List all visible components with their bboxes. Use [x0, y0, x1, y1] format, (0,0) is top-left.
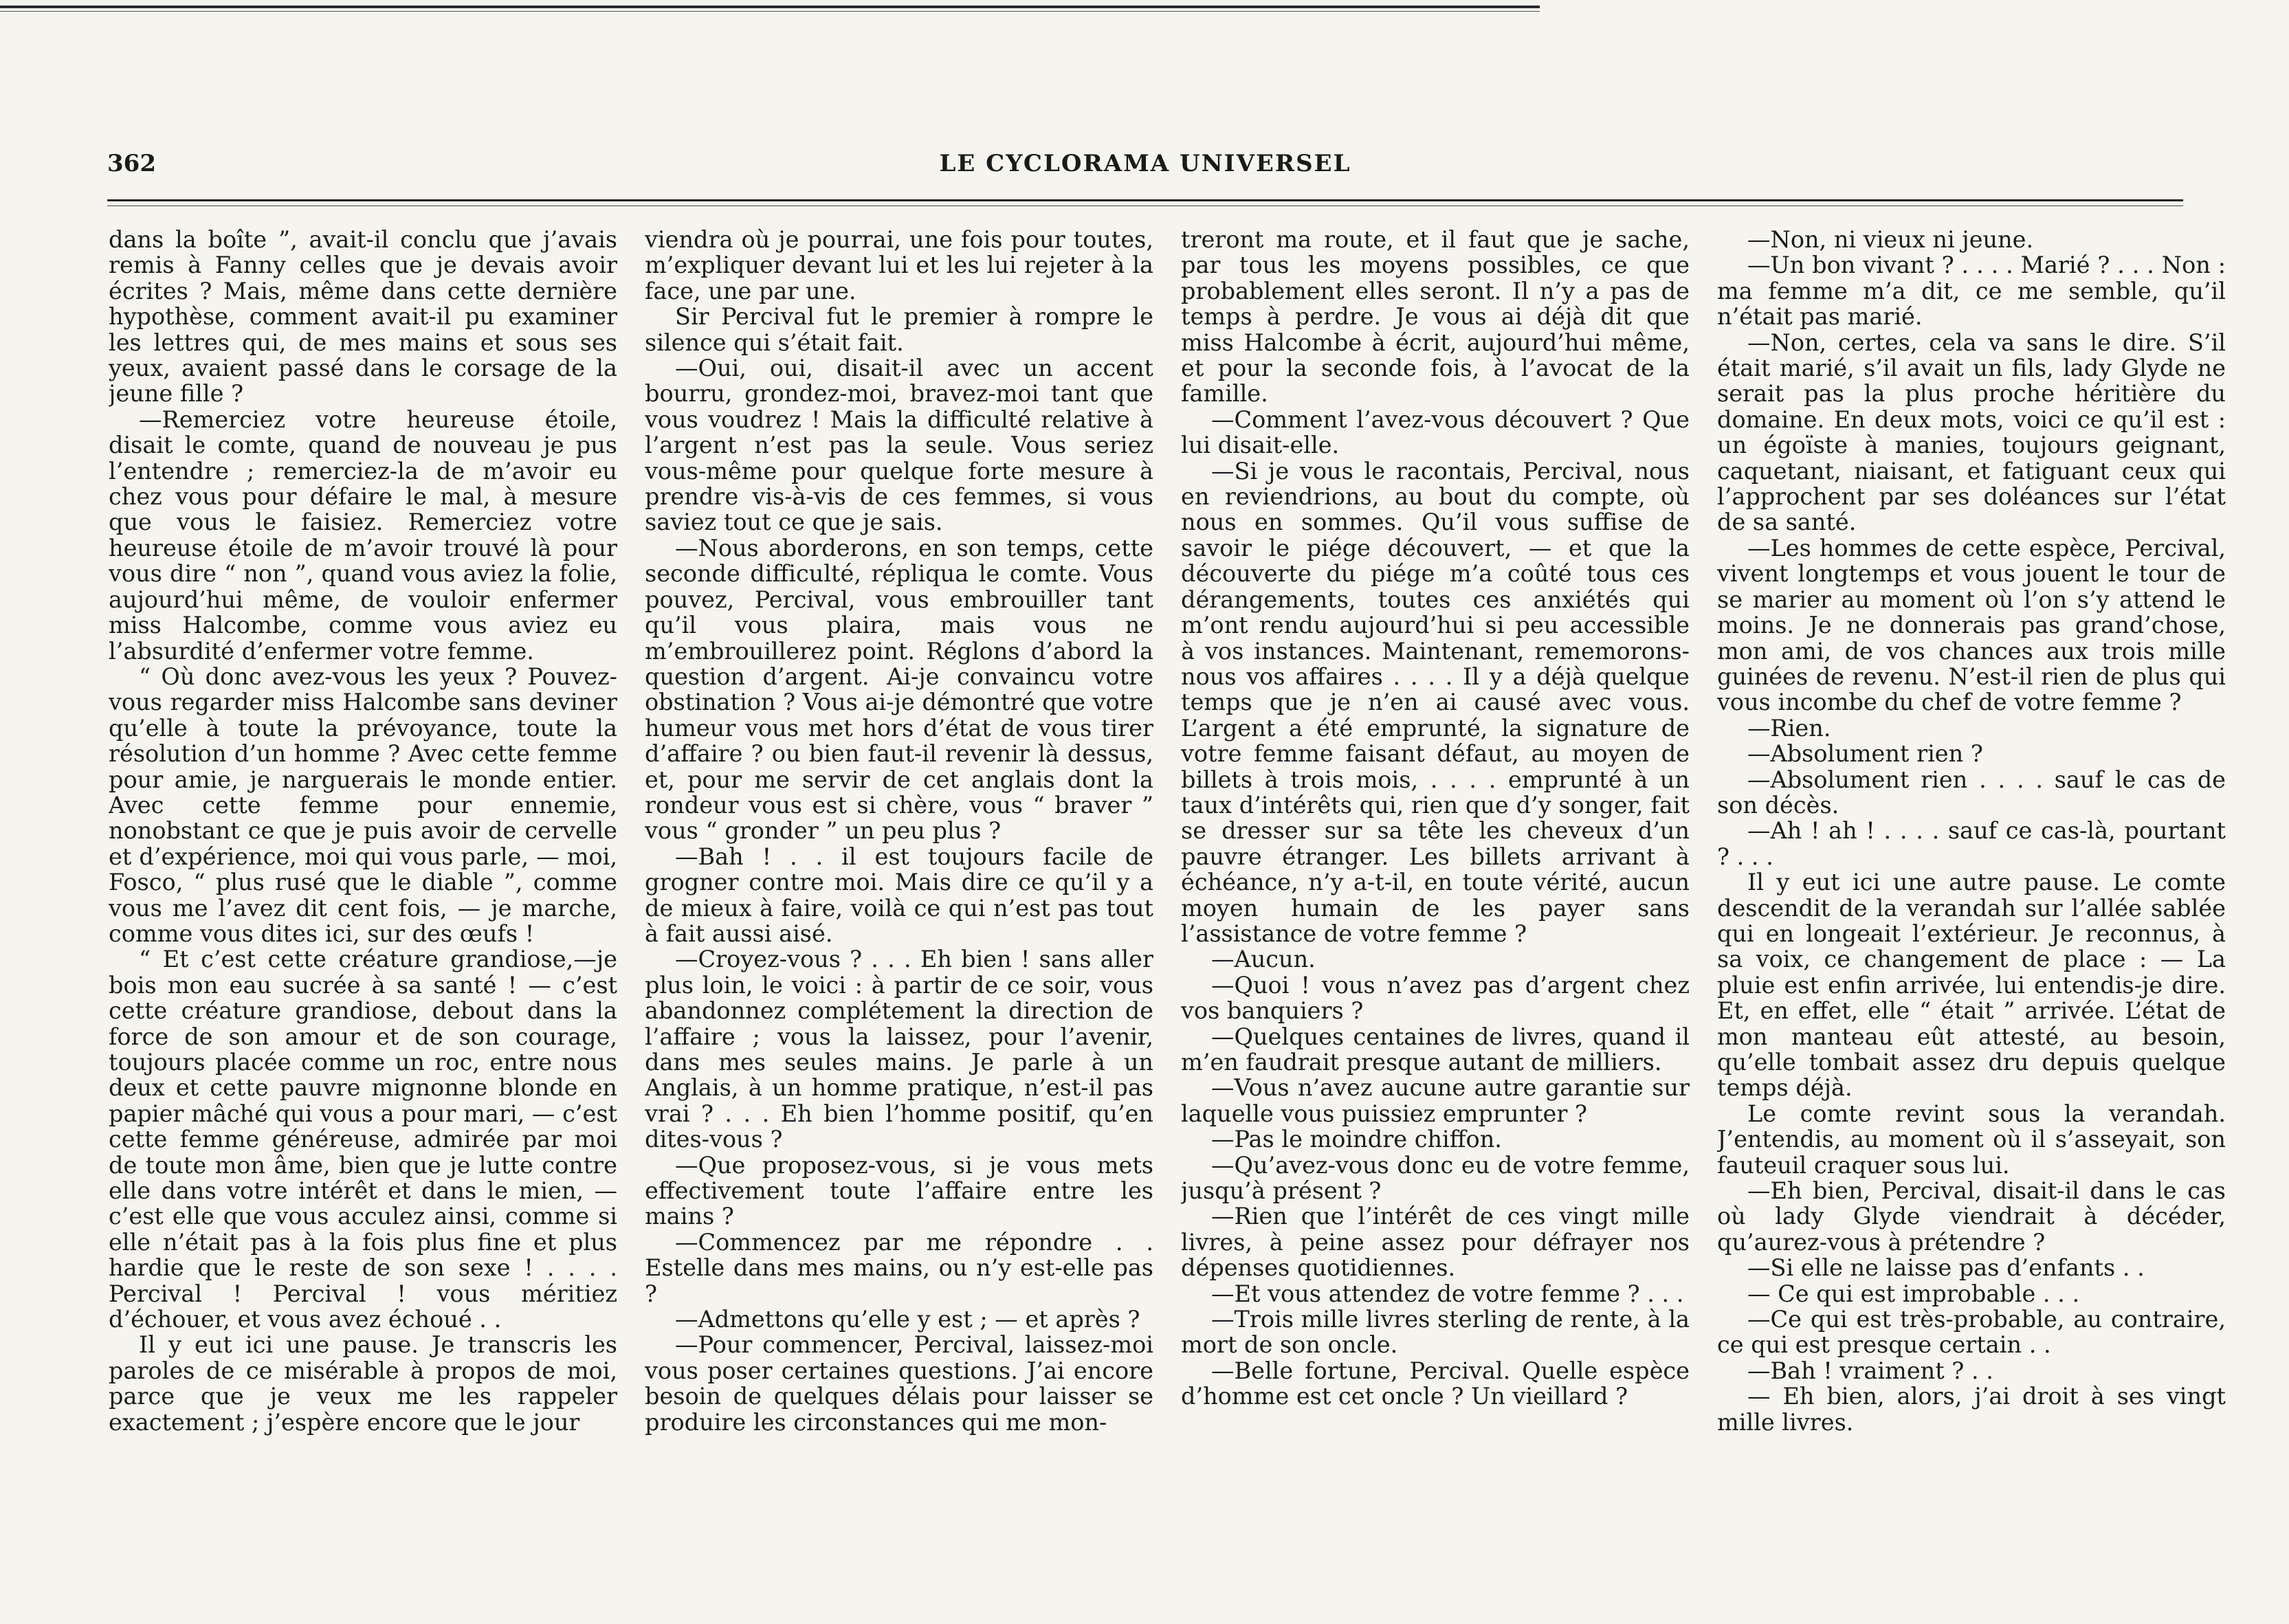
- paragraph: —Trois mille livres sterling de rente, à la mort de son oncle.: [1181, 1306, 1690, 1359]
- paragraph: —Oui, oui, disait-il avec un accent bourru, grondez-moi, bravez-moi tant que vous voudrez ! Mais la difficulté relative à l’argent n’est pas la seule. Vous seriez vous-même pour quelque forte mesure à prendre vis-à-vis de ces femmes, si vous saviez tout ce que je sais.: [645, 355, 1153, 536]
- column-4: [1717, 227, 2226, 1533]
- paragraph: —Rien.: [1747, 714, 1831, 742]
- paragraph: —Admettons qu’elle y est ; — et après ?: [675, 1306, 1140, 1333]
- paragraph: — Eh bien, alors, j’ai droit à ses vingt mille livres.: [1717, 1383, 2226, 1436]
- header-rule-thin: [107, 205, 2183, 206]
- paragraph: —Un bon vivant ? . . . . Marié ? . . . Non : ma femme m’a dit, ce me semble, qu’il n’était pas marié.: [1717, 252, 2226, 331]
- top-rule: [0, 5, 1540, 8]
- paragraph: —Quelques centaines de livres, quand il m’en faudrait presque autant de milliers.: [1181, 1023, 1690, 1076]
- paragraph: Il y eut ici une pause. Je transcris les paroles de ce misérable à propos de moi, parce que je veux me les rappeler exactement ; j’espère encore que le jour: [109, 1331, 617, 1436]
- running-title: LE CYCLORAMA UNIVERSEL: [939, 150, 1351, 177]
- paragraph: —Eh bien, Percival, disait-il dans le cas où lady Glyde viendrait à décéder, qu’aurez-vous à prétendre ?: [1717, 1177, 2226, 1256]
- paragraph: viendra où je pourrai, une fois pour toutes, m’expliquer devant lui et les lui rejeter à la face, une par une.: [645, 227, 1153, 304]
- paragraph: —Ah ! ah ! . . . . sauf ce cas-là, pourtant ? . . .: [1717, 817, 2226, 870]
- paragraph: —Bah ! vraiment ? . .: [1747, 1357, 1993, 1384]
- paragraph: —Absolument rien . . . . sauf le cas de son décès.: [1717, 766, 2226, 819]
- top-rule-thin: [0, 11, 1540, 12]
- paragraph: —Commencez par me répondre . . Estelle dans mes mains, ou n’y est-elle pas ?: [645, 1228, 1153, 1307]
- paragraph: Le comte revint sous la verandah. J’entendis, au moment où il s’asseyait, son fauteuil craquer sous lui.: [1717, 1100, 2226, 1179]
- paragraph: —Absolument rien ?: [1747, 740, 1983, 768]
- paragraph: —Si je vous le racontais, Percival, nous en reviendrions, au bout du compte, où nous en sommes. Qu’il vous suffise de savoir le piége découvert, — et que la découverte du piége m’a coûté tous ces dérangements, toutes ces anxiétés qui m’ont rendu aujourd’hui si peu accessible à vos instances. Maintenant, rememorons-nous vos affaires . . . . Il y a déjà quelque temps que je n’en ai causé avec vous. L’argent a été emprunté, la signature de votre femme faisant défaut, au moyen de billets à trois mois, . . . . emprunté à un taux d’intérêts qui, rien que d’y songer, fait se dresser sur sa tête les cheveux d’un pauvre étranger. Les billets arrivant à échéance, n’y a-t-il, en toute vérité, aucun moyen humain de les payer sans l’assistance de votre femme ?: [1181, 457, 1690, 947]
- paragraph: —Et vous attendez de votre femme ? . . .: [1211, 1280, 1684, 1307]
- page-number: 362: [107, 150, 156, 177]
- paragraph: —Nous aborderons, en son temps, cette seconde difficulté, répliqua le comte. Vous pouvez, Percival, vous embrouiller tant qu’il vous plaira, mais vous ne m’embrouillerez point. Réglons d’abord la question d’argent. Ai-je convaincu votre obstination ? Vous ai-je démontré que votre humeur vous met hors d’état de vous tirer d’affaire ? ou bien faut-il revenir là dessus, et, pour me servir de cet anglais dont la rondeur vous est si chère, vous “ braver ” vous “ gronder ” un peu plus ?: [645, 534, 1153, 845]
- header-rule: [107, 199, 2183, 201]
- column-2: [645, 227, 1153, 1533]
- paragraph: “ Où donc avez-vous les yeux ? Pouvez-vous regarder miss Halcombe sans deviner qu’elle à toute la prévoyance, toute la résolution d’un homme ? Avec cette femme pour amie, je narguerais le monde entier. Avec cette femme pour ennemie, nonobstant ce que je puis avoir de cervelle et d’expérience, moi qui vous parle, — moi, Fosco, “ plus rusé que le diable ”, comme vous me l’avez dit cent fois, — je marche, comme vous dites ici, sur des œufs !: [109, 663, 617, 947]
- paragraph: —Aucun.: [1211, 946, 1316, 973]
- paragraph: —Belle fortune, Percival. Quelle espèce d’homme est cet oncle ? Un vieillard ?: [1181, 1357, 1690, 1410]
- paragraph: —Pour commencer, Percival, laissez-moi vous poser certaines questions. J’ai encore besoin de quelques délais pour laisser se produire les circonstances qui me mon-: [645, 1331, 1153, 1436]
- paragraph: —Pas le moindre chiffon.: [1211, 1126, 1502, 1153]
- paragraph: —Si elle ne laisse pas d’enfants . .: [1747, 1254, 2145, 1282]
- column-1: [109, 227, 617, 1533]
- paragraph: —Non, certes, cela va sans le dire. S’il était marié, s’il avait un fils, lady Glyde ne serait pas la plus proche héritière du domaine. En deux mots, voici ce qu’il est : un égoïste à manies, toujours geignant, caquetant, niaisant, et fatiguant ceux qui l’approchent par ses doléances sur l’état de sa santé.: [1717, 329, 2226, 536]
- paragraph: —Non, ni vieux ni jeune.: [1747, 227, 2034, 253]
- paragraph: —Vous n’avez aucune autre garantie sur laquelle vous puissiez emprunter ?: [1181, 1074, 1690, 1127]
- paragraph: —Que proposez-vous, si je vous mets effectivement toute l’affaire entre les mains ?: [645, 1151, 1153, 1230]
- column-3: [1181, 227, 1690, 1533]
- paragraph: treront ma route, et il faut que je sache, par tous les moyens possibles, ce que probablement elles seront. Il n’y a pas de temps à perdre. Je vous ai déjà dit que miss Halcombe à écrit, aujourd’hui même, et pour la seconde fois, à l’avocat de la famille.: [1181, 227, 1690, 408]
- page-header: [107, 150, 2183, 191]
- paragraph: —Rien que l’intérêt de ces vingt mille livres, à peine assez pour défrayer nos dépenses quotidiennes.: [1181, 1203, 1690, 1282]
- paragraph: Sir Percival fut le premier à rompre le silence qui s’était fait.: [645, 303, 1153, 356]
- paragraph: dans la boîte ”, avait-il conclu que j’avais remis à Fanny celles que je devais avoir écrites ? Mais, même dans cette dernière hypothèse, comment avait-il pu examiner les lettres qui, de mes mains et sous ses yeux, avaient passé dans le corsage de la jeune fille ?: [109, 227, 617, 408]
- paragraph: —Remerciez votre heureuse étoile, disait le comte, quand de nouveau je pus l’entendre ; remerciez-la de m’avoir eu chez vous pour défaire le mal, à mesure que vous le faisiez. Remerciez votre heureuse étoile de m’avoir trouvé là pour vous dire “ non ”, quand vous aviez la folie, aujourd’hui même, de vouloir enfermer miss Halcombe, comme vous aviez eu l’absurdité d’enfermer votre femme.: [109, 405, 617, 665]
- paragraph: —Comment l’avez-vous découvert ? Que lui disait-elle.: [1181, 405, 1690, 459]
- paragraph: —Bah ! . . il est toujours facile de grogner contre moi. Mais dire ce qu’il y a de mieux à faire, voilà ce qui n’est pas tout à fait aussi aisé.: [645, 843, 1153, 947]
- paragraph: —Les hommes de cette espèce, Percival, vivent longtemps et vous jouent le tour de se marier au moment où l’on s’y attend le moins. Je ne donnerais pas grand’chose, mon ami, de vos chances aux trois mille guinées de revenu. N’est-il rien de plus qui vous incombe du chef de votre femme ?: [1717, 534, 2226, 716]
- paragraph: Il y eut ici une autre pause. Le comte descendit de la verandah sur l’allée sablée qui en longeait l’extérieur. Je reconnus, à sa voix, ce changement de place : — La pluie est enfin arrivée, lui entendis-je dire. Et, en effet, elle “ était ” arrivée. L’état de mon manteau eût attesté, au besoin, qu’elle tombait assez dru depuis quelque temps déjà.: [1717, 869, 2226, 1102]
- paragraph: “ Et c’est cette créature grandiose,—je bois mon eau sucrée à sa santé ! — c’est cette créature grandiose, debout dans la force de son amour et de son courage, toujours placée comme un roc, entre nous deux et cette pauvre mignonne blonde en papier mâché qui vous a pour mari, — c’est cette femme généreuse, admirée par moi de toute mon âme, bien que je lutte contre elle dans votre intérêt et dans le mien, — c’est elle que vous acculez ainsi, comme si elle n’était pas à la fois plus fine et plus hardie que le reste de son sexe ! . . . . Percival ! Percival ! vous méritiez d’échouer, et vous avez échoué . .: [109, 946, 617, 1333]
- paragraph: —Ce qui est très-probable, au contraire, ce qui est presque certain . .: [1717, 1306, 2226, 1359]
- text-columns: [109, 227, 2226, 1533]
- paragraph: —Qu’avez-vous donc eu de votre femme, jusqu’à présent ?: [1181, 1151, 1690, 1205]
- paragraph: —Quoi ! vous n’avez pas d’argent chez vos banquiers ?: [1181, 971, 1690, 1025]
- paragraph: — Ce qui est improbable . . .: [1747, 1280, 2080, 1307]
- paragraph: —Croyez-vous ? . . . Eh bien ! sans aller plus loin, le voici : à partir de ce soir, vous abandonnez complétement la direction de l’affaire ; vous la laissez, pour l’avenir, dans mes seules mains. Je parle à un Anglais, à un homme pratique, n’est-il pas vrai ? . . . Eh bien l’homme positif, qu’en dites-vous ?: [645, 946, 1153, 1153]
